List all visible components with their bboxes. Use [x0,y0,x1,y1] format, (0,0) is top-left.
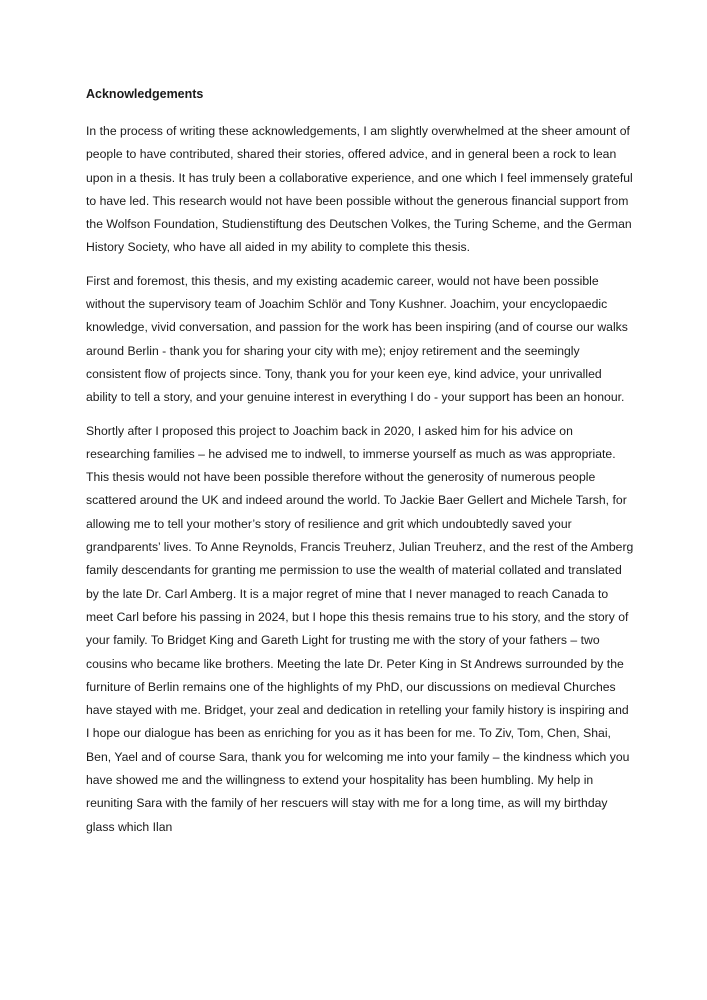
paragraph-families: Shortly after I proposed this project to Joachim back in 2020, I asked him for his advice on researching families – he advised me to indwell, to immerse yourself as much as was appropriate. This thesis would not have been possible therefore without the generosity of numerous people scattered around the UK and indeed around the world. To Jackie Baer Gellert and Michele Tarsh, for allowing me to tell your mother’s story of resilience and grit which undoubtedly saved your grandparents’ lives. To Anne Reynolds, Francis Treuherz, Julian Treuherz, and the rest of the Amberg family descendants for granting me permission to use the wealth of material collated and translated by the late Dr. Carl Amberg. It is a major regret of mine that I never managed to reach Canada to meet Carl before his passing in 2024, but I hope this thesis remains true to his story, and the story of your family. To Bridget King and Gareth Light for trusting me with the story of your fathers – two cousins who became like brothers. Meeting the late Dr. Peter King in St Andrews surrounded by the furniture of Berlin remains one of the highlights of my PhD, our discussions on medieval Churches have stayed with me. Bridget, your zeal and dedication in retelling your family history is inspiring and I hope our dialogue has been as enriching for you as it has been for me. To Ziv, Tom, Chen, Shai, Ben, Yael and of course Sara, thank you for welcoming me into your family – the kindness which you have showed me and the willingness to extend your hospitality has been humbling. My help in reuniting Sara with the family of her rescuers will stay with me for a long time, as will my birthday glass which Ilan [86,423,634,834]
paragraph-supervisors: First and foremost, this thesis, and my existing academic career, would not have been possible without the supervisory team of Joachim Schlör and Tony Kushner. Joachim, your encyclopaedic knowledge, vivid conversation, and passion for the work has been inspiring (and of course our walks around Berlin - thank you for sharing your city with me); enjoy retirement and the seemingly consistent flow of projects since. Tony, thank you for your keen eye, kind advice, your unrivalled ability to tell a story, and your genuine interest in everything I do - your support has been an honour. [86,273,628,405]
page-content [86,84,634,849]
page-title: Acknowledgements [86,87,204,101]
paragraph-funding: In the process of writing these acknowledgements, I am slightly overwhelmed at the sheer amount of people to have contributed, shared their stories, offered advice, and in general been a rock to lean upon in a thesis. It has truly been a collaborative experience, and one which I feel immensely grateful to have led. This research would not have been possible without the generous financial support from the Wolfson Foundation, Studienstiftung des Deutschen Volkes, the Turing Scheme, and the German History Society, who have all aided in my ability to complete this thesis. [86,124,633,255]
